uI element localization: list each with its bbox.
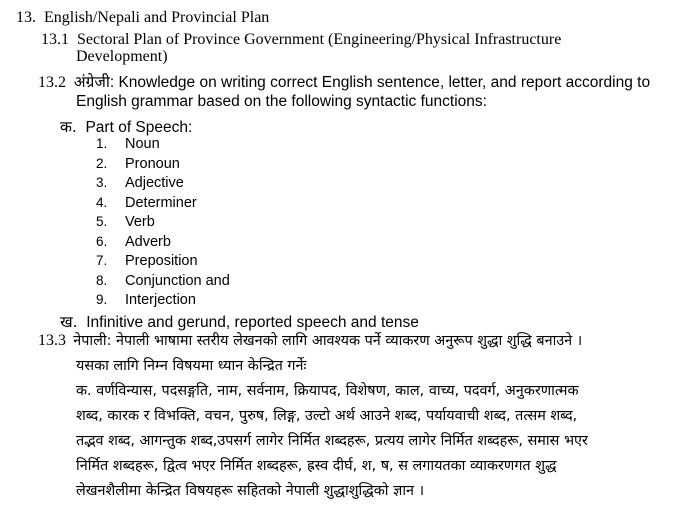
section-title: English/Nepali and Provincial Plan [44, 9, 270, 26]
subsection-number: 13.3 [38, 332, 66, 349]
list-item [96, 253, 198, 269]
list-heading-text: Part of Speech: [85, 119, 193, 136]
list-item-number: 5. [96, 214, 108, 229]
subsection-text: Sectoral Plan of Province Government (Engineering/Physical Infrastructure [77, 31, 562, 48]
list-heading-kha [60, 310, 419, 332]
list-item-label: Determiner [125, 194, 197, 211]
list-item [96, 214, 155, 230]
list-item-number: 6. [96, 233, 108, 249]
paragraph-line: लेखनशैलीमा केन्द्रित विषयहरू सहितको नेपाली शुद्धाशुद्धिको ज्ञान । [76, 483, 425, 499]
list-item-number: 2. [96, 155, 108, 171]
subsection-number: 13.1 [41, 31, 69, 48]
section-number: 13. [16, 9, 36, 26]
list-item [96, 292, 196, 308]
list-item-label: Adverb [125, 233, 171, 250]
list-item-number: 9. [96, 292, 108, 307]
list-marker: ख. [60, 313, 78, 331]
subsection-13-1 [41, 31, 561, 49]
subsection-13-3 [38, 331, 582, 350]
list-item-number: 7. [96, 253, 108, 268]
subsection-number: 13.2 [38, 74, 66, 91]
subsection-13-1-cont: Development) [76, 48, 168, 65]
list-item [96, 136, 160, 152]
list-item-number: 3. [96, 175, 108, 190]
list-item-label: Adjective [125, 175, 184, 191]
list-item-number: 4. [96, 194, 108, 210]
list-item [96, 234, 171, 250]
list-item-label: Verb [125, 214, 155, 230]
subsection-text: नेपाली: नेपाली भाषामा स्तरीय लेखनको लागि आवश्यक पर्ने व्याकरण अनुरूप शुद्धा शुद्धि बनाउने । [73, 333, 583, 349]
subsection-13-3-cont: यसका लागि निम्न विषयमा ध्यान केन्द्रित गर्नेः [76, 358, 307, 374]
list-marker: क. [60, 118, 77, 136]
paragraph-line: तद्भव शब्द, आगन्तुक शब्द,उपसर्ग लागेर निर्मित शब्दहरू, प्रत्यय लागेर निर्मित शब्दहरू, समास भएर [76, 433, 588, 449]
list-item [96, 273, 230, 289]
list-item-label: Pronoun [125, 155, 180, 172]
list-item-label: Noun [125, 136, 160, 152]
list-item [96, 175, 184, 191]
section-heading [16, 9, 269, 27]
paragraph-line: क. वर्णविन्यास, पदसङ्गति, नाम, सर्वनाम, क्रियापद, विशेषण, काल, वाच्य, पदवर्ग, अनुकरणात्मक [76, 383, 579, 399]
list-item-number: 1. [96, 136, 108, 151]
paragraph-line: निर्मित शब्दहरू, द्वित्व भएर निर्मित शब्दहरू, ह्रस्व दीर्घ, श, ष, स लगायतका व्याकरणगत शुद्ध [76, 458, 557, 474]
list-heading-text: Infinitive and gerund, reported speech and tense [86, 314, 419, 331]
list-item [96, 195, 197, 211]
list-item-number: 8. [96, 272, 108, 288]
list-item-label: Preposition [125, 253, 198, 269]
list-item [96, 156, 180, 172]
list-item-label: Interjection [125, 292, 196, 308]
subsection-text: अंग्रेजी: Knowledge on writing correct English sentence, letter, and report according to [73, 74, 651, 91]
paragraph-line: शब्द, कारक र विभक्ति, वचन, पुरुष, लिङ्ग, उल्टो अर्थ आउने शब्द, पर्यायवाची शब्द, तत्सम शब्द, [76, 408, 578, 424]
subsection-13-2 [38, 70, 650, 92]
list-heading-ka [60, 115, 192, 137]
subsection-13-2-cont: English grammar based on the following syntactic functions: [76, 93, 487, 110]
list-item-label: Conjunction and [125, 272, 230, 289]
